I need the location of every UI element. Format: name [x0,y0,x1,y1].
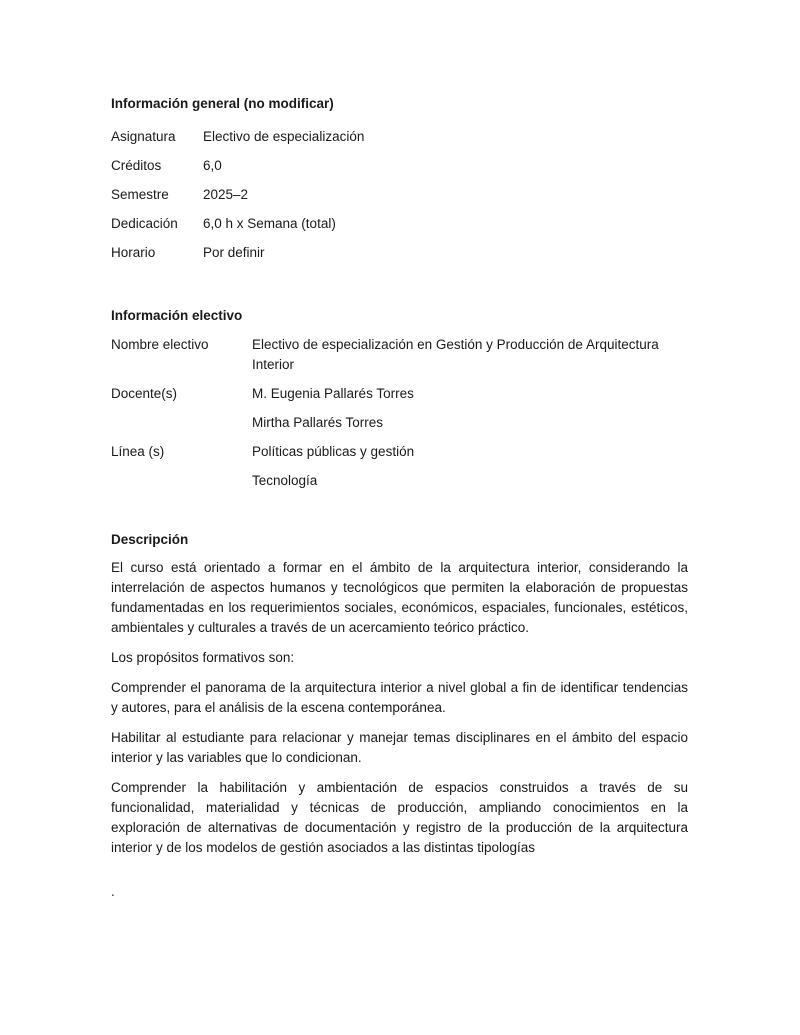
field-value-linea-2: Tecnología [252,473,318,488]
field-value-dedicacion: 6,0 h x Semana (total) [203,216,336,231]
field-row-horario [111,243,688,272]
field-value-docente-1: M. Eugenia Pallarés Torres [252,386,414,401]
description-paragraph-4: Habilitar al estudiante para relacionar y manejar temas disciplinares en el ámbito del espacio interior y las variables que lo condicionan. [111,730,688,765]
section-informacion-general [111,94,688,272]
field-row-lineas [111,442,688,500]
description-final-period: . [111,884,115,899]
field-values [203,127,688,156]
description-paragraph-1: El curso está orientado a formar en el ámbito de la arquitectura interior, considerando la interrelación de aspectos humanos y tecnológicos que permiten la elaboración de propuestas fundamentadas en los requerimientos sociales, económicos, espaciales, funcionales, estéticos, ambientales y culturales a través de un acercamiento teórico práctico. [111,560,688,635]
field-label-lineas: Línea (s) [111,444,165,459]
section-title-descripcion: Descripción [111,532,189,547]
field-values [203,156,688,185]
section-title-informacion-general: Información general (no modificar) [111,96,334,111]
field-row-creditos [111,156,688,185]
field-label-semestre: Semestre [111,187,169,202]
field-label-nombre-electivo: Nombre electivo [111,337,209,352]
field-value-docente-2: Mirtha Pallarés Torres [252,415,384,430]
field-label-creditos: Créditos [111,158,162,173]
field-values [252,442,688,500]
section-descripcion [111,530,688,902]
field-row-semestre [111,185,688,214]
field-row-nombre-electivo [111,335,688,384]
section-informacion-electivo [111,306,688,500]
field-value-asignatura: Electivo de especialización [203,129,365,144]
field-row-docentes [111,384,688,442]
description-paragraph-3: Comprender el panorama de la arquitectura interior a nivel global a fin de identificar tendencias y autores, para el análisis de la escena contemporánea. [111,680,688,715]
field-values [252,384,688,442]
field-label-docentes: Docente(s) [111,386,178,401]
field-value-semestre: 2025–2 [203,187,249,202]
field-values [203,214,688,243]
field-values [203,243,688,272]
field-values [252,335,688,384]
description-paragraph-5: Comprender la habilitación y ambientación de espacios construidos a través de su funcionalidad, materialidad y técnicas de producción, ampliando conocimientos en la exploración de alternativas de documentación y registro de la producción de la arquitectura interior y de los modelos de gestión asociados a las distintas tipologías [111,780,688,855]
section-title-informacion-electivo: Información electivo [111,308,243,323]
field-label-dedicacion: Dedicación [111,216,178,231]
field-label-asignatura: Asignatura [111,129,176,144]
field-values [203,185,688,214]
field-label-horario: Horario [111,245,156,260]
field-value-nombre-electivo: Electivo de especialización en Gestión y Producción de Arquitectura Interior [252,337,659,372]
field-row-asignatura [111,127,688,156]
field-value-horario: Por definir [203,245,265,260]
field-row-dedicacion [111,214,688,243]
field-value-linea-1: Políticas públicas y gestión [252,444,415,459]
field-value-creditos: 6,0 [203,158,222,173]
description-paragraph-2: Los propósitos formativos son: [111,650,295,665]
